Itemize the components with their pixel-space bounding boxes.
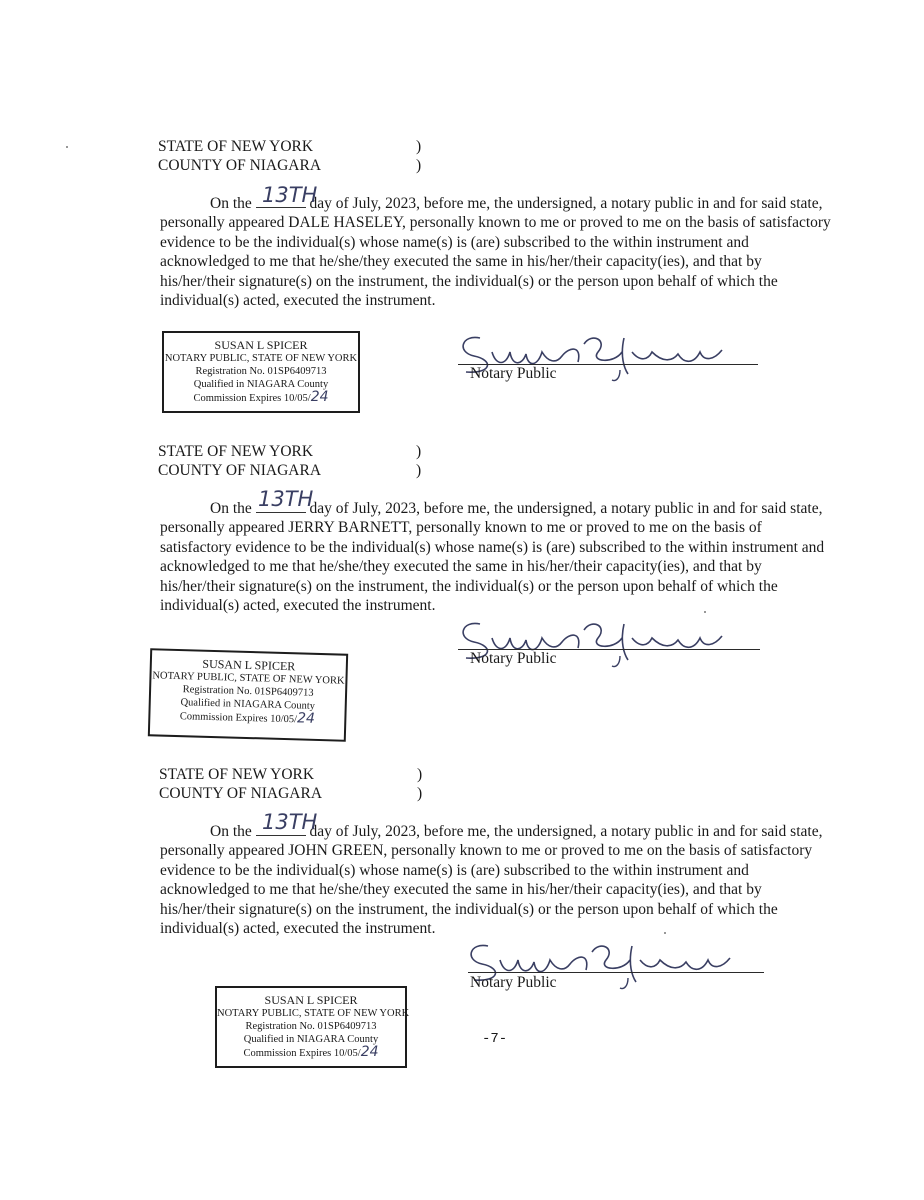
page-number: -7- <box>482 1031 508 1047</box>
acknowledgment-paragraph <box>160 821 832 938</box>
stamp-name: SUSAN L SPICER <box>264 993 358 1007</box>
stamp-name: SUSAN L SPICER <box>202 656 296 674</box>
stamp-handwritten-year: 24 <box>360 1044 379 1060</box>
scan-speck <box>664 932 666 934</box>
notary-public-label: Notary Public <box>470 650 557 667</box>
venue-state: STATE OF NEW YORK <box>158 138 314 155</box>
stamp-line: NOTARY PUBLIC, STATE OF NEW YORK <box>164 353 358 364</box>
venue-paren: ) <box>416 462 422 479</box>
stamp-line: Commission Expires 10/05/ <box>243 1048 361 1059</box>
stamp-handwritten-year: 24 <box>310 389 329 405</box>
notary-public-label: Notary Public <box>470 974 557 991</box>
venue-paren: ) <box>416 157 422 174</box>
stamp-line: Commission Expires 10/05/ <box>193 393 311 404</box>
stamp-line: NOTARY PUBLIC, STATE OF NEW YORK <box>217 1008 410 1019</box>
venue-state: STATE OF NEW YORK <box>159 766 315 783</box>
paragraph-body: day of July, 2023, before me, the undersigned, a notary public in and for said state, personally appeared DALE HASELEY, personally known to me or proved to me on the basis of satisfactory evidence to be the individual(s) whose name(s) is (are) subscribed to the within instrument and acknowledged to me that he/she/they executed the same in his/her/their capacity(ies), and that by his/her/their signature(s) on the instrument, the individual(s) or the person upon behalf of which the individual(s) acted, executed the instrument. <box>160 195 831 310</box>
stamp-line: Qualified in NIAGARA County <box>243 1034 379 1045</box>
paragraph-body: day of July, 2023, before me, the undersigned, a notary public in and for said state, personally appeared JERRY BARNETT, personally known to me or proved to me on the basis of satisfactory evidence to be the individual(s) whose name(s) is (are) subscribed to the within instrument and acknowledged to me that he/she/they executed the same in his/her/their capacity(ies), and that by his/her/their signature(s) on the instrument, the individual(s) or the person upon behalf of which the individual(s) acted, executed the instrument. <box>160 500 825 615</box>
stamp-line: Qualified in NIAGARA County <box>193 379 329 390</box>
acknowledgment-paragraph <box>160 498 832 615</box>
venue-county: COUNTY OF NIAGARA <box>159 785 323 802</box>
notary-stamp <box>162 331 360 413</box>
acknowledgment-paragraph <box>160 193 832 310</box>
notary-public-label: Notary Public <box>470 365 557 382</box>
scan-speck <box>704 611 706 613</box>
venue-county: COUNTY OF NIAGARA <box>158 462 322 479</box>
stamp-line: Commission Expires 10/05/ <box>179 711 298 726</box>
venue-paren: ) <box>416 443 422 460</box>
venue-paren: ) <box>417 766 423 783</box>
notary-stamp <box>215 986 410 1068</box>
on-the-text: On the <box>210 500 252 517</box>
stamp-name: SUSAN L SPICER <box>214 338 308 352</box>
scan-speck <box>66 146 68 148</box>
notary-stamp <box>148 648 348 741</box>
stamp-line: Registration No. 01SP6409713 <box>245 1021 377 1032</box>
venue-state: STATE OF NEW YORK <box>158 443 314 460</box>
stamp-line: Qualified in NIAGARA County <box>180 697 316 712</box>
venue-county: COUNTY OF NIAGARA <box>158 157 322 174</box>
paragraph-body: day of July, 2023, before me, the undersigned, a notary public in and for said state, personally appeared JOHN GREEN, personally known to me or proved to me on the basis of satisfactory evidence to be the individual(s) whose name(s) is (are) subscribed to the within instrument and acknowledged to me that he/she/they executed the same in his/her/their capacity(ies), and that by his/her/their signature(s) on the instrument, the individual(s) or the person upon behalf of which the individual(s) acted, executed the instrument. <box>160 823 823 938</box>
venue-paren: ) <box>417 785 423 802</box>
on-the-text: On the <box>210 195 252 212</box>
signature-line <box>468 972 764 973</box>
stamp-handwritten-year: 24 <box>296 710 316 727</box>
handwritten-day: 13TH <box>262 810 318 834</box>
stamp-line: NOTARY PUBLIC, STATE OF NEW YORK <box>152 670 345 687</box>
handwritten-day: 13TH <box>258 487 314 511</box>
venue-paren: ) <box>416 138 422 155</box>
on-the-text: On the <box>210 823 252 840</box>
handwritten-day: 13TH <box>262 183 318 207</box>
stamp-line: Registration No. 01SP6409713 <box>195 366 327 377</box>
stamp-line: Registration No. 01SP6409713 <box>182 684 314 699</box>
